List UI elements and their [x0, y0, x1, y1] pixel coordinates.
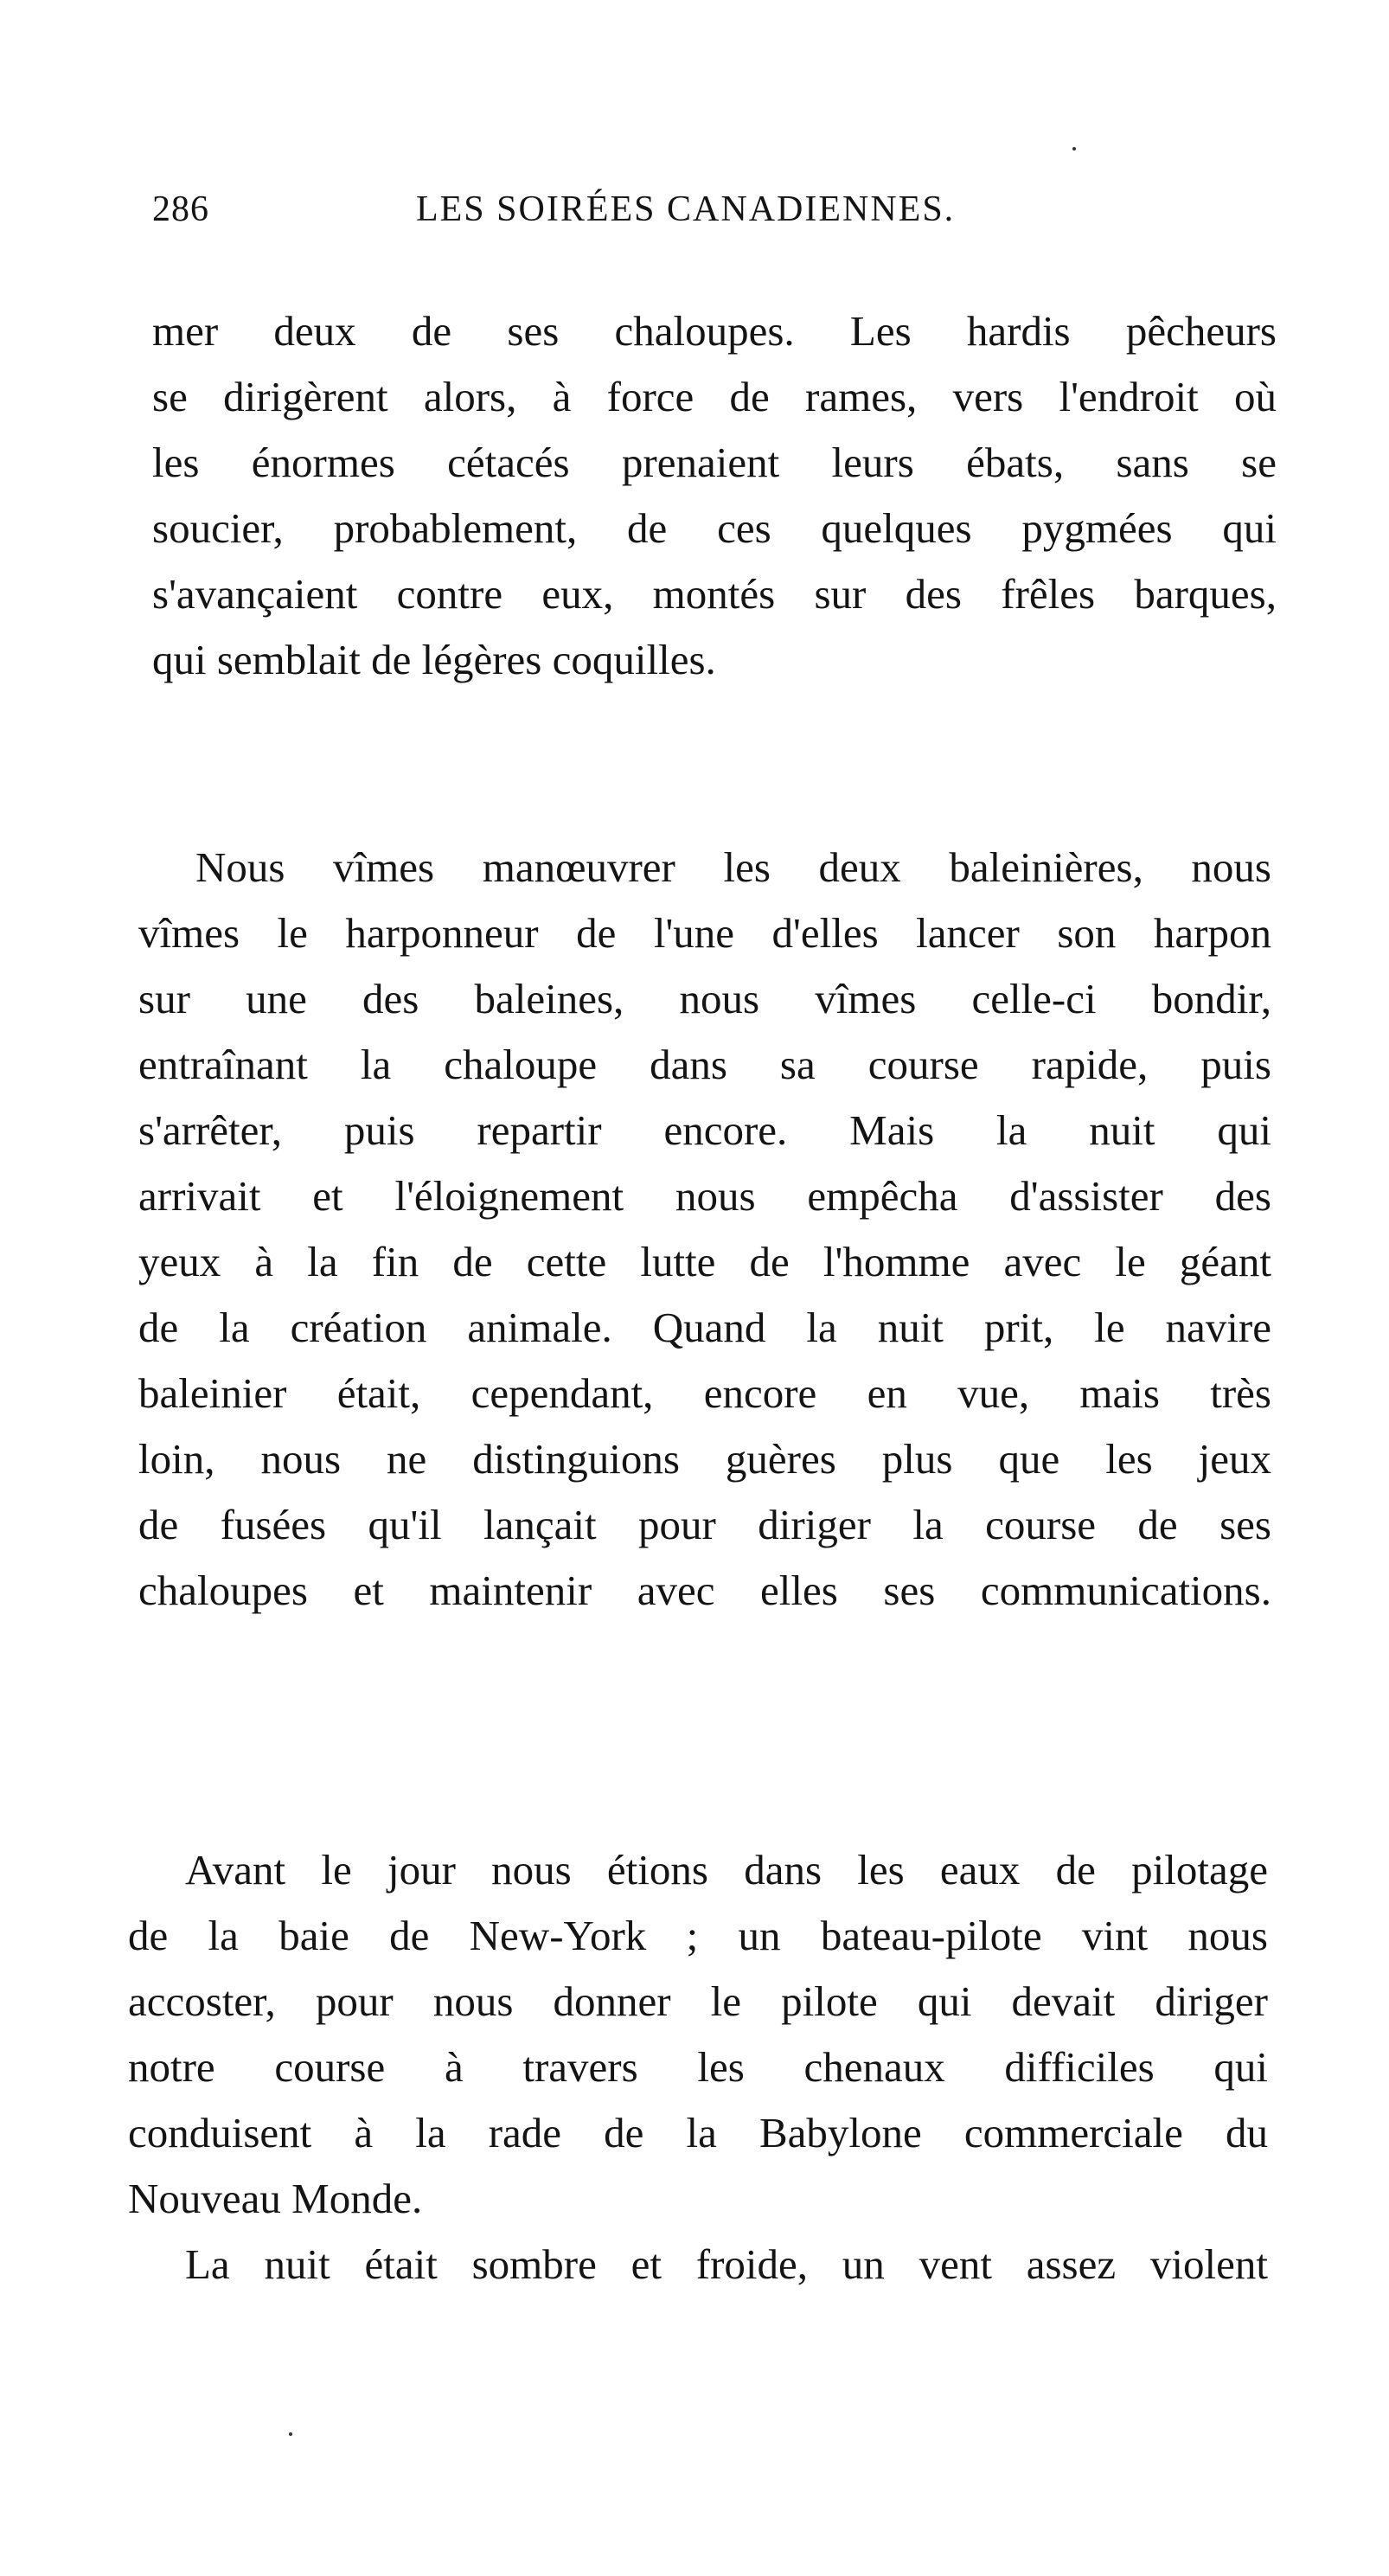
text-line: arrivait et l'éloignement nous empêcha d'assister des	[138, 1172, 1271, 1220]
text-line: accoster, pour nous donner le pilote qui devait diriger	[128, 1977, 1268, 2025]
print-speck	[289, 2432, 292, 2436]
text-line: soucier, probablement, de ces quelques pygmées qui	[152, 504, 1277, 552]
text-line: Nous vîmes manœuvrer les deux baleinières, nous	[195, 843, 1271, 891]
paragraph-3	[128, 1837, 1268, 2232]
text-line: de fusées qu'il lançait pour diriger la course de ses	[138, 1501, 1271, 1548]
text-line: chaloupes et maintenir avec elles ses communications.	[138, 1567, 1271, 1614]
page-number: 286	[152, 189, 209, 229]
paragraph-2	[138, 835, 1271, 1624]
text-line: Avant le jour nous étions dans les eaux de pilotage	[185, 1846, 1268, 1894]
paragraph-4	[128, 2232, 1268, 2297]
text-line: les énormes cétacés prenaient leurs ébats, sans se	[152, 439, 1277, 486]
text-line: se dirigèrent alors, à force de rames, vers l'endroit où	[152, 373, 1277, 420]
paragraph-1	[152, 298, 1277, 693]
text-line: s'arrêter, puis repartir encore. Mais la nuit qui	[138, 1106, 1271, 1154]
text-line: entraînant la chaloupe dans sa course rapide, puis	[138, 1041, 1271, 1088]
text-line: Nouveau Monde.	[128, 2175, 423, 2222]
text-line: conduisent à la rade de la Babylone commerciale du	[128, 2109, 1268, 2156]
text-line: vîmes le harponneur de l'une d'elles lancer son harpon	[138, 909, 1271, 957]
text-line: loin, nous ne distinguions guères plus que les jeux	[138, 1435, 1271, 1483]
text-line: de la création animale. Quand la nuit prit, le navire	[138, 1304, 1271, 1351]
text-line: de la baie de New-York ; un bateau-pilote vint nous	[128, 1912, 1268, 1959]
text-line: qui semblait de légères coquilles.	[152, 636, 716, 683]
text-line: mer deux de ses chaloupes. Les hardis pêcheurs	[152, 307, 1277, 355]
text-line: notre course à travers les chenaux difficiles qui	[128, 2043, 1268, 2091]
text-line: La nuit était sombre et froide, un vent assez violent	[185, 2240, 1268, 2288]
text-line: sur une des baleines, nous vîmes celle-ci bondir,	[138, 975, 1271, 1022]
text-line: baleinier était, cependant, encore en vue, mais très	[138, 1369, 1271, 1417]
page-header	[152, 189, 1268, 240]
text-line: yeux à la fin de cette lutte de l'homme avec le géant	[138, 1238, 1271, 1285]
text-line: s'avançaient contre eux, montés sur des frêles barques,	[152, 570, 1277, 618]
running-title: LES SOIRÉES CANADIENNES.	[416, 189, 956, 229]
print-speck	[1072, 147, 1076, 151]
